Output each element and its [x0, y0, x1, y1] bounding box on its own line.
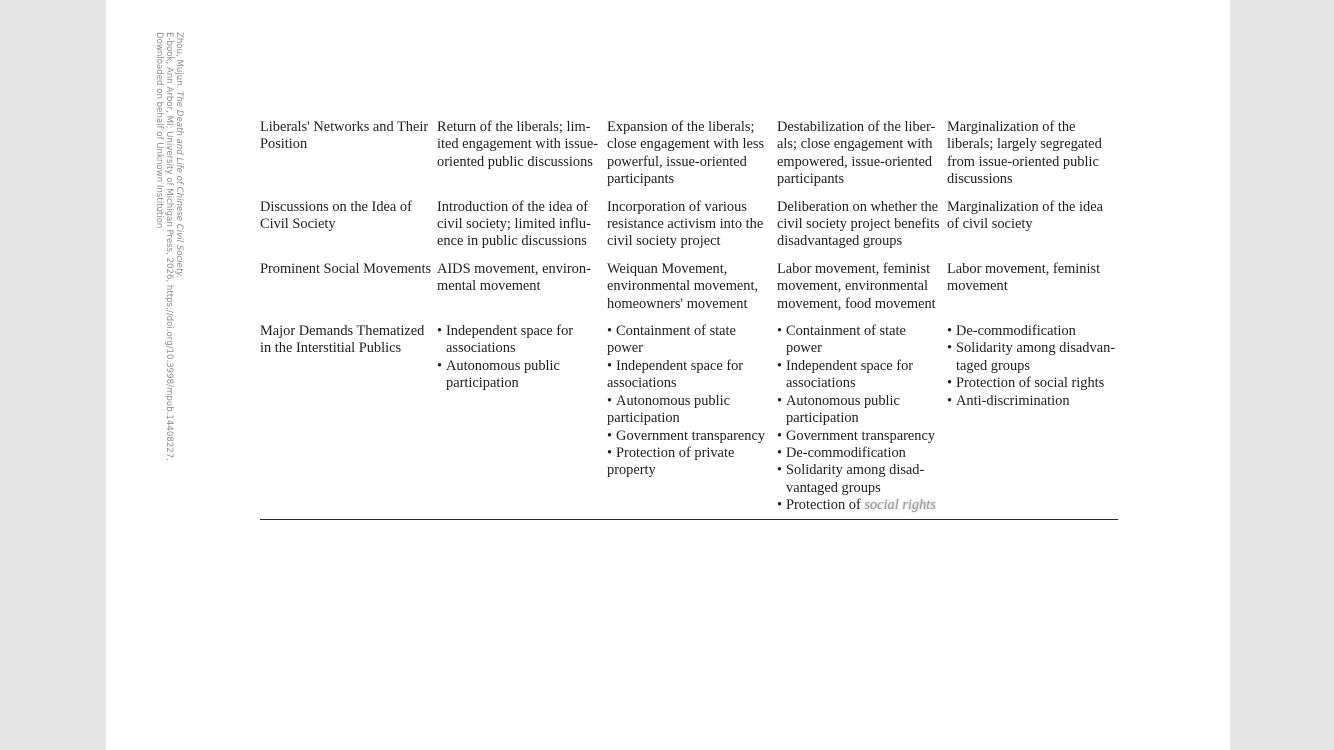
table-cell	[437, 323, 607, 514]
table-cell: Marginalization of the idea of civil society	[947, 198, 1103, 233]
row-label: Major Demands Thematized in the Interstitial Publics	[260, 323, 425, 357]
table-row-major-demands	[260, 322, 1118, 519]
citation-title: The Death and Life of Chinese Civil Society.	[174, 91, 184, 279]
list-item: • Solidarity among disad- vantaged groups	[777, 462, 943, 497]
table-cell: Return of the liberals; lim- ited engagement with issue-oriented public discussions	[437, 119, 599, 170]
list-item: • Independent space for associations	[437, 323, 603, 358]
table-row-social-movements	[260, 260, 1118, 322]
citation-line-1	[174, 32, 184, 452]
table-cell	[777, 323, 947, 514]
list-item	[777, 497, 943, 514]
list-item: • Autonomous public participation	[607, 393, 773, 428]
table-cell: Deliberation on whether the civil society project benefits disadvantaged groups	[777, 198, 940, 250]
list-item: • Government transparency	[607, 428, 773, 445]
list-item: • Independent space for associations	[777, 358, 943, 393]
demands-list	[607, 323, 773, 480]
table-cell	[947, 323, 1118, 514]
list-item: • Solidarity among disadvan- taged groups	[947, 340, 1118, 375]
list-item: • Independent space for associations	[607, 358, 773, 393]
demands-list	[777, 323, 943, 514]
list-item: • Autonomous public participation	[777, 393, 943, 428]
list-item: • Autonomous public participation	[437, 358, 603, 393]
demands-list	[947, 323, 1118, 410]
row-label: Prominent Social Movements	[260, 260, 432, 277]
table-cell	[607, 323, 777, 514]
list-item: • De-commodification	[777, 445, 943, 462]
row-label: Liberals' Networks and Their Position	[260, 119, 429, 153]
table-cell: Weiquan Movement, environmental movement, homeowners' movement	[607, 260, 759, 312]
list-item: • Containment of state power	[607, 323, 773, 358]
table-cell: Labor movement, feminist movement	[947, 260, 1101, 295]
citation-line-2: E-book, Ann Arbor, MI: University of Michigan Press, 2026, https://doi.org/10.3998/mpub.14408227.	[164, 32, 174, 461]
comparison-table	[260, 118, 1118, 520]
list-item-text: Protection of	[786, 497, 865, 514]
citation-note	[150, 32, 184, 461]
list-item: • Anti-discrimination	[947, 393, 1118, 410]
table-cell: Destabilization of the liber- als; close engagement with empowered, issue-oriented participants	[777, 119, 936, 188]
list-item: • Government transparency	[777, 428, 943, 445]
table-row-liberals	[260, 118, 1118, 198]
citation-author: Zhou, Mujun.	[174, 32, 184, 92]
table-cell: AIDS movement, environ- mental movement	[437, 260, 591, 295]
list-item: • Protection of private property	[607, 445, 773, 480]
table-cell: Incorporation of various resistance activism into the civil society project	[607, 198, 764, 250]
table-row-civil-society	[260, 198, 1118, 260]
list-item: • Protection of social rights	[947, 375, 1118, 392]
table-cell: Marginalization of the liberals; largely segregated from issue-oriented public discussions	[947, 119, 1102, 188]
list-item: • De-commodification	[947, 323, 1118, 340]
table-cell: Labor movement, feminist movement, environmental movement, food movement	[777, 260, 936, 312]
table-cell: Expansion of the liberals; close engagement with less powerful, issue-oriented participants	[607, 119, 765, 188]
citation-line-3: Downloaded on behalf of Unknown Institution	[154, 32, 164, 229]
table-cell: Introduction of the idea of civil society; limited influ- ence in public discussions	[437, 198, 591, 250]
demands-list	[437, 323, 603, 393]
list-item: • Containment of state power	[777, 323, 943, 358]
smudged-text: social rights	[864, 497, 936, 514]
row-label: Discussions on the Idea of Civil Society	[260, 198, 412, 233]
